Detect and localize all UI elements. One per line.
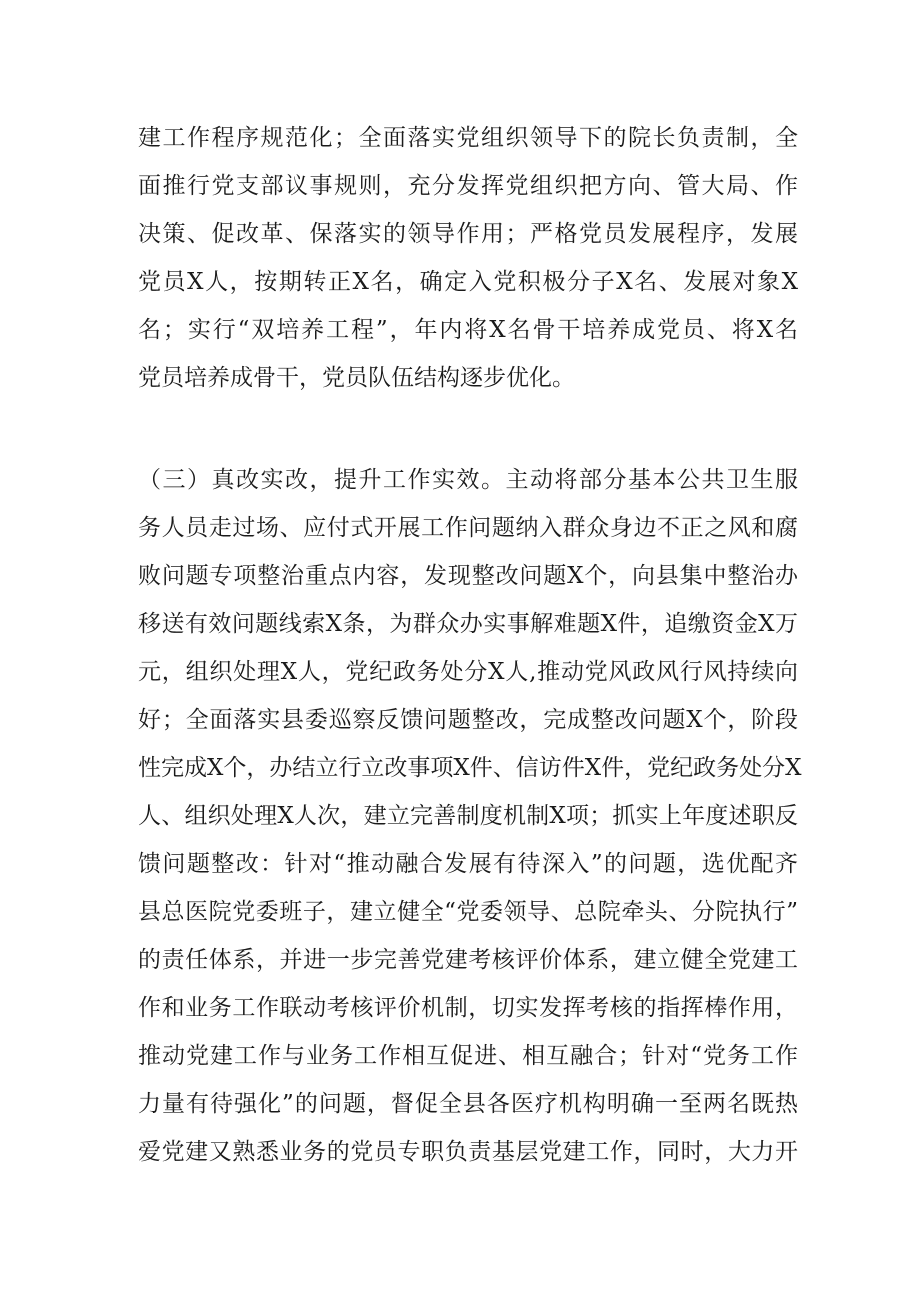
- text-line: 推动党建工作与业务工作相互促进、相互融合；针对“党务工作: [138, 1043, 798, 1069]
- text-line: 元，组织处理X人，党纪政务处分X人,推动党风政风行风持续向: [138, 659, 798, 685]
- text-line: 面推行党支部议事规则，充分发挥党组织把方向、管大局、作: [138, 173, 798, 199]
- text-line: 建工作程序规范化；全面落实党组织领导下的院长负责制，全: [138, 125, 798, 151]
- text-line: 力量有待强化”的问题，督促全县各医疗机构明确一至两名既热: [138, 1091, 798, 1117]
- text-line: 决策、促改革、保落实的领导作用；严格党员发展程序，发展: [138, 221, 798, 247]
- text-line: 党员培养成骨干，党员队伍结构逐步优化。: [138, 365, 575, 391]
- text-line: 县总医院党委班子，建立健全“党委领导、总院牵头、分院执行”: [138, 899, 798, 925]
- text-line: 爱党建又熟悉业务的党员专职负责基层党建工作，同时，大力开: [138, 1139, 798, 1165]
- text-line: 人、组织处理X人次，建立完善制度机制X项；抓实上年度述职反: [138, 803, 798, 829]
- text-line: 的责任体系，并进一步完善党建考核评价体系，建立健全党建工: [138, 947, 798, 973]
- text-line: 好；全面落实县委巡察反馈问题整改，完成整改问题X个，阶段: [138, 707, 798, 733]
- text-line: 名；实行“双培养工程”，年内将X名骨干培养成党员、将X名: [138, 317, 798, 343]
- text-line: 务人员走过场、应付式开展工作问题纳入群众身边不正之风和腐: [138, 515, 798, 541]
- text-line: 性完成X个，办结立行立改事项X件、信访件X件，党纪政务处分X: [138, 755, 802, 781]
- text-line: 败问题专项整治重点内容，发现整改问题X个，向县集中整治办: [138, 563, 798, 589]
- text-line: 党员X人，按期转正X名，确定入党积极分子X名、发展对象X: [138, 269, 798, 295]
- text-line: （三）真改实改，提升工作实效。主动将部分基本公共卫生服: [138, 467, 798, 493]
- text-line: 馈问题整改：针对“推动融合发展有待深入”的问题，选优配齐: [138, 851, 798, 877]
- text-line: 移送有效问题线索X条，为群众办实事解难题X件，追缴资金X万: [138, 611, 798, 637]
- text-line: 作和业务工作联动考核评价机制，切实发挥考核的指挥棒作用，: [138, 995, 798, 1021]
